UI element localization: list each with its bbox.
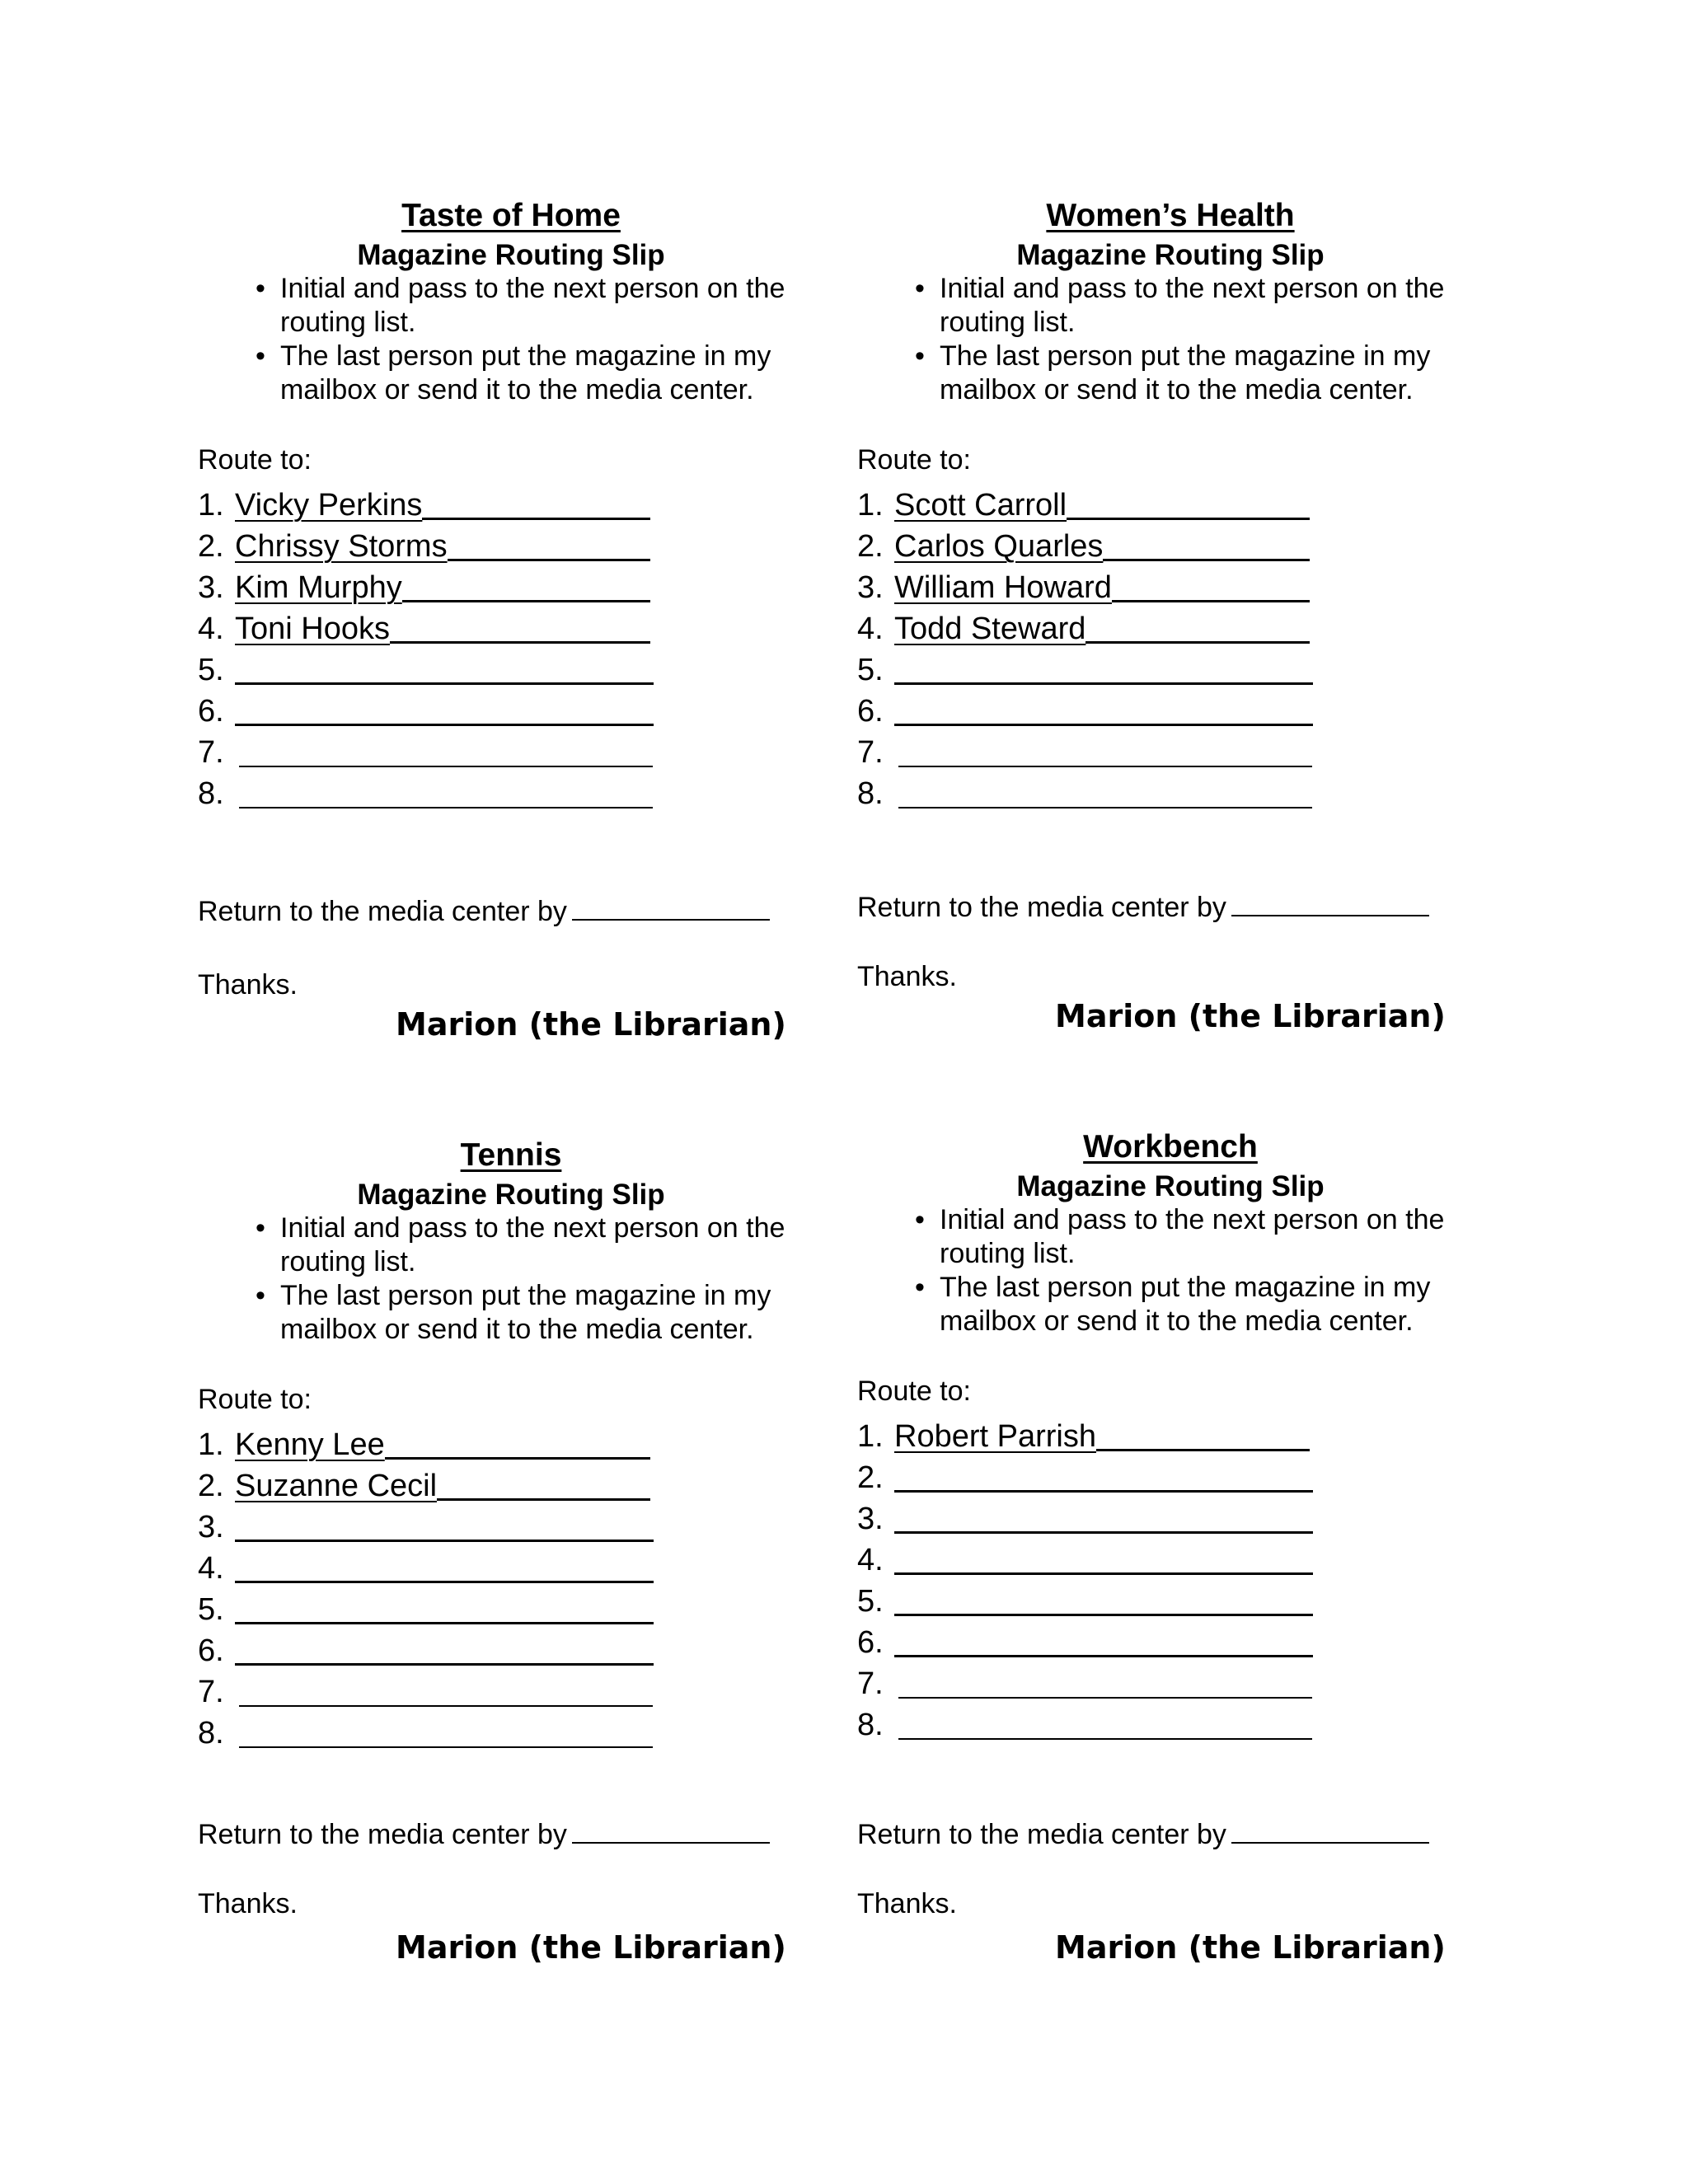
route-blank-line (898, 1704, 1312, 1740)
return-by-line (198, 1814, 770, 1851)
return-text: Return to the media center by (198, 1819, 567, 1850)
return-text: Return to the media center by (198, 896, 567, 927)
route-number: 4. (857, 612, 884, 646)
route-list (198, 479, 654, 811)
instruction-item: • Initial and pass to the next person on the routing list. (256, 272, 832, 340)
route-number: 5. (198, 653, 224, 687)
route-entry (857, 1410, 1313, 1454)
route-number: 6. (198, 694, 224, 729)
slip-subtitle: Magazine Routing Slip (357, 239, 665, 271)
return-text: Return to the media center by (857, 1819, 1226, 1850)
route-blank-line (235, 1547, 654, 1583)
route-entry (198, 602, 654, 644)
route-number: 6. (857, 1625, 884, 1660)
route-name-field (894, 561, 1313, 608)
route-name-blank (422, 484, 650, 520)
signature: Marion (the Librarian) (396, 1006, 786, 1043)
route-number: 5. (857, 1584, 884, 1619)
route-label: Route to: (857, 444, 971, 476)
route-blank-line (235, 690, 654, 726)
route-number: 1. (198, 488, 224, 523)
route-name: Chrissy Storms (235, 529, 448, 564)
signature: Marion (the Librarian) (1055, 998, 1446, 1034)
route-name: Kim Murphy (235, 570, 402, 605)
route-entry (198, 479, 654, 523)
route-entry (857, 685, 1313, 729)
route-entry (198, 1542, 654, 1586)
route-name-blank (385, 1423, 650, 1460)
return-date-blank (1231, 887, 1429, 916)
instructions-list (256, 1212, 832, 1347)
slip-title: Workbench (1083, 1129, 1258, 1165)
route-name-blank (448, 525, 650, 561)
return-text: Return to the media center by (857, 892, 1226, 923)
return-date-blank (1231, 1814, 1429, 1844)
route-blank-line (898, 772, 1312, 808)
route-name-blank (1112, 566, 1310, 602)
route-number: 6. (857, 694, 884, 729)
instruction-item: • Initial and pass to the next person on the routing list. (256, 1212, 832, 1279)
route-number: 8. (198, 1716, 224, 1750)
route-name-blank (390, 607, 650, 644)
route-number: 3. (198, 1510, 224, 1544)
route-entry (857, 479, 1313, 523)
slip-subtitle: Magazine Routing Slip (1016, 1170, 1325, 1202)
route-blank-line (235, 1629, 654, 1666)
return-date-blank (572, 1814, 770, 1844)
route-blank-line (894, 1621, 1313, 1657)
route-number: 2. (198, 1469, 224, 1503)
route-number: 1. (857, 488, 884, 523)
route-entry (857, 1699, 1313, 1740)
route-number: 3. (857, 570, 884, 605)
route-blank-line (239, 1671, 653, 1707)
route-entry (198, 644, 654, 685)
route-blank-line (239, 731, 653, 767)
route-blank-line (894, 1580, 1313, 1616)
route-number: 1. (857, 1419, 884, 1454)
route-entry (198, 1418, 654, 1460)
route-blank-line (235, 1506, 654, 1542)
instruction-item: • Initial and pass to the next person on the routing list. (915, 1203, 1492, 1271)
route-list (857, 479, 1313, 811)
route-blank-line (239, 772, 653, 808)
route-name-field (235, 520, 654, 567)
route-number: 7. (857, 735, 884, 770)
route-number: 5. (198, 1592, 224, 1627)
route-entry (198, 1707, 654, 1748)
route-number: 2. (198, 529, 224, 564)
return-by-line (857, 887, 1429, 924)
route-number: 2. (857, 1460, 884, 1495)
route-entry (857, 1493, 1313, 1534)
route-name: Carlos Quarles (894, 529, 1104, 564)
instruction-item: • The last person put the magazine in my mailbox or send it to the media center. (256, 340, 832, 407)
route-entry (198, 1666, 654, 1707)
route-label: Route to: (198, 1384, 312, 1415)
route-entry (198, 1583, 654, 1627)
route-name: Vicky Perkins (235, 488, 423, 523)
route-entry (198, 1460, 654, 1501)
route-entry (857, 520, 1313, 564)
thanks-text: Thanks. (198, 1888, 298, 1919)
route-name-field (235, 1460, 654, 1507)
route-number: 6. (198, 1633, 224, 1668)
routing-slip-workbench (857, 1127, 1517, 1985)
route-blank-line (898, 731, 1312, 767)
route-number: 3. (857, 1502, 884, 1536)
instructions-list (915, 1203, 1492, 1338)
route-blank-line (894, 1456, 1313, 1493)
route-name-field (235, 561, 654, 608)
routing-slip-taste-of-home (198, 196, 857, 1053)
route-name-field (894, 602, 1313, 649)
route-entry (857, 1616, 1313, 1660)
route-entry (857, 561, 1313, 605)
route-name: Toni Hooks (235, 612, 390, 646)
route-name: Scott Carroll (894, 488, 1067, 523)
instructions-list (256, 272, 832, 407)
route-name-field (235, 602, 654, 649)
route-entry (857, 767, 1313, 811)
route-name: William Howard (894, 570, 1112, 605)
route-entry (198, 767, 654, 811)
route-label: Route to: (198, 444, 312, 476)
route-entry (198, 1624, 654, 1666)
route-entry (857, 726, 1313, 770)
route-blank-line (894, 649, 1313, 685)
return-by-line (857, 1814, 1429, 1851)
route-entry (857, 1534, 1313, 1575)
return-date-blank (572, 891, 770, 921)
route-name-blank (1067, 484, 1310, 520)
instruction-item: • Initial and pass to the next person on the routing list. (915, 272, 1492, 340)
route-name: Todd Steward (894, 612, 1086, 646)
route-number: 7. (857, 1666, 884, 1701)
route-blank-line (235, 1588, 654, 1624)
route-list (857, 1410, 1313, 1740)
route-name: Kenny Lee (235, 1427, 385, 1462)
route-number: 8. (857, 1708, 884, 1742)
route-entry (857, 602, 1313, 644)
route-blank-line (894, 1539, 1313, 1575)
route-name-field (235, 479, 654, 526)
route-number: 3. (198, 570, 224, 605)
route-blank-line (898, 1662, 1312, 1699)
route-number: 7. (198, 1675, 224, 1709)
signature: Marion (the Librarian) (1055, 1929, 1446, 1966)
route-name-field (894, 479, 1313, 526)
route-list (198, 1418, 654, 1748)
instruction-item: • The last person put the magazine in my mailbox or send it to the media center. (915, 340, 1492, 407)
slip-title: Tennis (460, 1137, 562, 1173)
route-entry (198, 520, 654, 564)
thanks-text: Thanks. (198, 969, 298, 1001)
route-blank-line (894, 690, 1313, 726)
route-name-blank (1085, 607, 1310, 644)
thanks-text: Thanks. (857, 1888, 957, 1919)
route-entry (857, 644, 1313, 685)
route-number: 8. (198, 776, 224, 811)
route-name-blank (437, 1465, 650, 1501)
route-number: 4. (198, 612, 224, 646)
route-number: 1. (198, 1427, 224, 1462)
return-by-line (198, 891, 770, 928)
slip-title: Taste of Home (401, 198, 621, 233)
thanks-text: Thanks. (857, 961, 957, 992)
routing-slip-tennis (198, 1136, 857, 1993)
route-blank-line (894, 1497, 1313, 1534)
route-number: 8. (857, 776, 884, 811)
route-name-blank (1103, 525, 1310, 561)
route-number: 4. (857, 1543, 884, 1577)
route-entry (857, 1657, 1313, 1699)
route-name-field (894, 1410, 1313, 1457)
route-name-field (235, 1418, 654, 1465)
instructions-list (915, 272, 1492, 407)
route-label: Route to: (857, 1376, 971, 1407)
slip-subtitle: Magazine Routing Slip (357, 1179, 665, 1211)
route-entry (198, 1501, 654, 1542)
signature: Marion (the Librarian) (396, 1929, 786, 1966)
route-name: Robert Parrish (894, 1419, 1096, 1454)
slip-title: Women’s Health (1046, 198, 1295, 233)
slip-subtitle: Magazine Routing Slip (1016, 239, 1325, 271)
route-blank-line (235, 649, 654, 685)
routing-slip-womens-health (857, 196, 1517, 1053)
route-blank-line (239, 1712, 653, 1748)
route-name-field (894, 520, 1313, 567)
route-name-blank (402, 566, 650, 602)
route-entry (857, 1575, 1313, 1619)
route-number: 4. (198, 1551, 224, 1586)
route-entry (857, 1451, 1313, 1493)
route-name-blank (1096, 1415, 1310, 1451)
route-number: 7. (198, 735, 224, 770)
route-number: 2. (857, 529, 884, 564)
route-name: Suzanne Cecil (235, 1469, 438, 1503)
instruction-item: • The last person put the magazine in my mailbox or send it to the media center. (915, 1271, 1492, 1338)
route-entry (198, 561, 654, 605)
route-number: 5. (857, 653, 884, 687)
route-entry (198, 685, 654, 729)
route-entry (198, 726, 654, 770)
instruction-item: • The last person put the magazine in my mailbox or send it to the media center. (256, 1279, 832, 1347)
